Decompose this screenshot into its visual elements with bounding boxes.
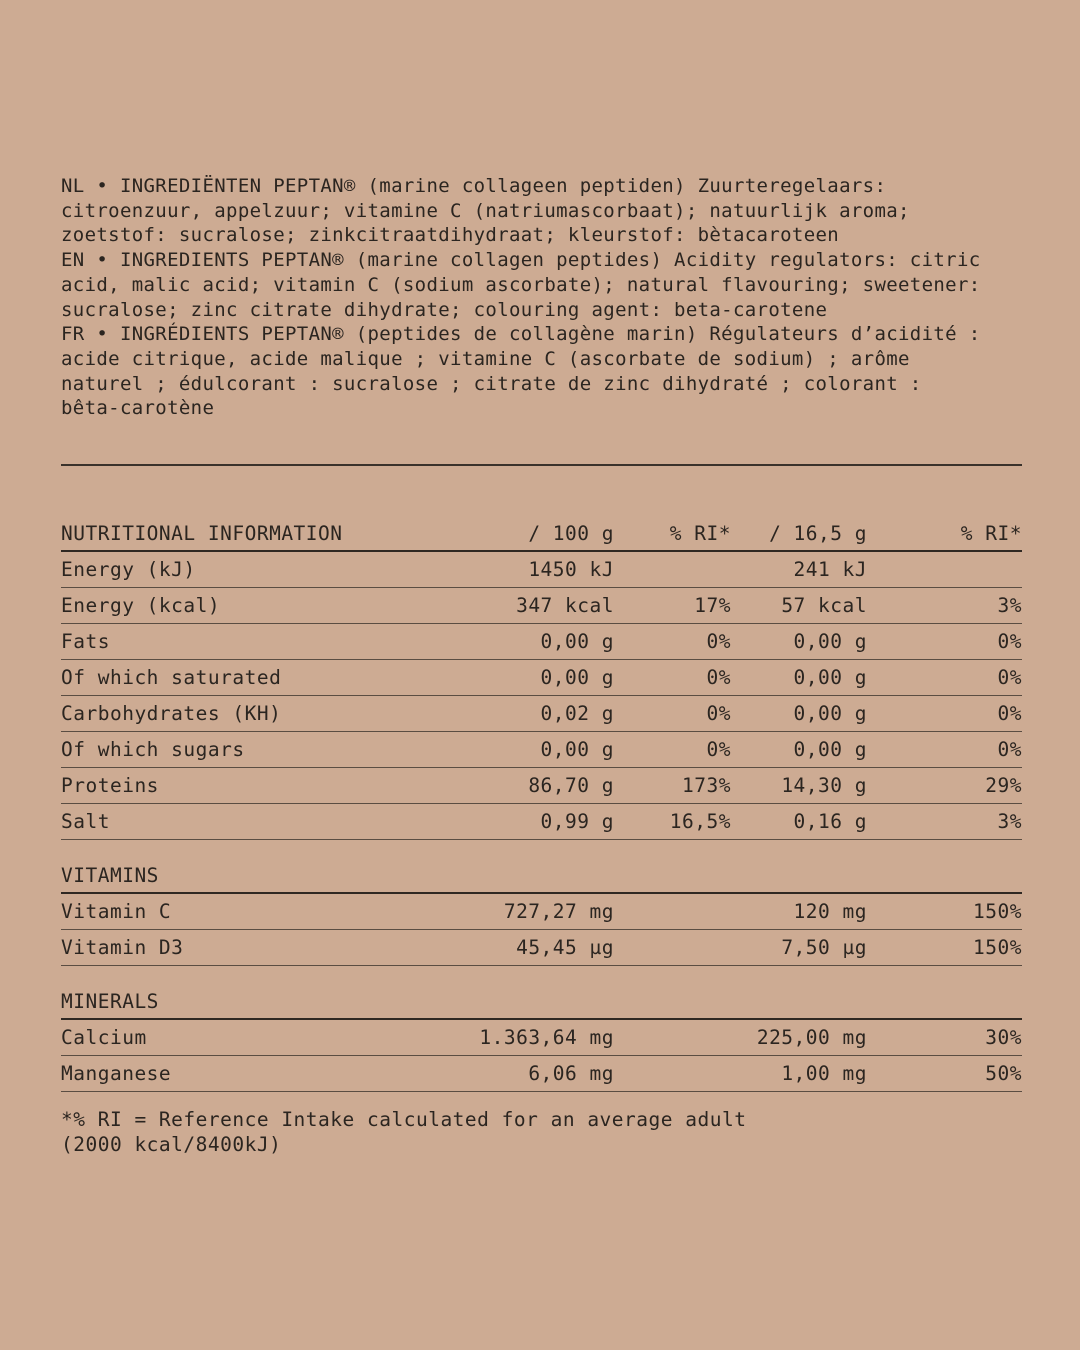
ingredients-fr: FR • INGRÉDIENTS PEPTAN® (peptides de collagène marin) Régulateurs d’acidité : acide citrique, acide malique ; vitamine C (ascorbate de sodium) ; arôme naturel ; édulcorant : sucralose ; citrate de zinc dihydraté ; colorant : bêta-carotène: [61, 323, 981, 420]
ri-per-serving: 150%: [973, 900, 1022, 923]
vitamins-title: [61, 858, 1022, 894]
value-per100: 0,00 g: [540, 666, 614, 689]
value-per-serving: 7,50 µg: [781, 936, 867, 959]
nutrient-name: Energy (kJ): [61, 558, 196, 581]
vitamins-title-text: VITAMINS: [61, 864, 159, 887]
nutrition-table: [61, 516, 1022, 1157]
value-per100: 86,70 g: [528, 774, 614, 797]
ri-per100: 17%: [694, 594, 731, 617]
value-per100: 0,99 g: [540, 810, 614, 833]
nutrient-name: Proteins: [61, 774, 159, 797]
table-row: [61, 804, 1022, 840]
nutrient-name: Carbohydrates (KH): [61, 702, 282, 725]
ri-per-serving: 150%: [973, 936, 1022, 959]
label-page: [61, 174, 1022, 1156]
nutrient-name: Manganese: [61, 1062, 172, 1085]
nutrient-name: Energy (kcal): [61, 594, 221, 617]
table-row: [61, 894, 1022, 930]
ingredients-block: [61, 174, 1022, 421]
table-row: [61, 696, 1022, 732]
minerals-title: [61, 984, 1022, 1020]
table-row: [61, 624, 1022, 660]
nutrient-name: Of which sugars: [61, 738, 245, 761]
nutrient-name: Vitamin D3: [61, 936, 184, 959]
table-row: [61, 552, 1022, 588]
ingredients-nl: NL • INGREDIËNTEN PEPTAN® (marine collageen peptiden) Zuurteregelaars: citroenzuur, appelzuur; vitamine C (natriumascorbaat); natuurlijk aroma; zoetstof: sucralose; zinkcitraatdihydraat; kleurstof: bètacaroteen: [61, 175, 910, 247]
nutrient-name: Vitamin C: [61, 900, 172, 923]
value-per-serving: 0,00 g: [793, 630, 867, 653]
nutrition-header-row: [61, 516, 1022, 552]
ri-per-serving: 0%: [997, 702, 1022, 725]
value-per-serving: 0,16 g: [793, 810, 867, 833]
table-row: [61, 930, 1022, 966]
ri-per-serving: 3%: [997, 594, 1022, 617]
minerals-title-text: MINERALS: [61, 990, 159, 1013]
value-per100: 727,27 mg: [503, 900, 614, 923]
ri-per100: 173%: [682, 774, 731, 797]
nutrient-name: Calcium: [61, 1026, 147, 1049]
value-per-serving: 1,00 mg: [781, 1062, 867, 1085]
header-per-serving: / 16,5 g: [769, 522, 867, 545]
table-row: [61, 732, 1022, 768]
nutrient-name: Salt: [61, 810, 110, 833]
value-per-serving: 241 kJ: [793, 558, 867, 581]
table-row: [61, 768, 1022, 804]
value-per-serving: 120 mg: [793, 900, 867, 923]
ri-per100: 0%: [706, 702, 731, 725]
ingredients-en: EN • INGREDIENTS PEPTAN® (marine collagen peptides) Acidity regulators: citric acid, malic acid; vitamin C (sodium ascorbate); natural flavouring; sweetener: sucralose; zinc citrate dihydrate; colouring agent: beta-carotene: [61, 249, 981, 321]
value-per100: 6,06 mg: [528, 1062, 614, 1085]
header-ri100: % RI*: [669, 522, 731, 545]
header-name: NUTRITIONAL INFORMATION: [61, 522, 343, 545]
value-per-serving: 0,00 g: [793, 666, 867, 689]
table-row: [61, 660, 1022, 696]
header-per100: / 100 g: [528, 522, 614, 545]
ri-per-serving: 29%: [985, 774, 1022, 797]
value-per-serving: 0,00 g: [793, 738, 867, 761]
ri-per100: 0%: [706, 738, 731, 761]
table-row: [61, 588, 1022, 624]
value-per100: 1.363,64 mg: [479, 1026, 614, 1049]
value-per100: 45,45 µg: [516, 936, 614, 959]
ri-per-serving: 0%: [997, 666, 1022, 689]
ri-footnote: *% RI = Reference Intake calculated for an average adult (2000 kcal/8400kJ): [61, 1108, 747, 1156]
ri-per100: 0%: [706, 666, 731, 689]
header-ri-serving: % RI*: [960, 522, 1022, 545]
ri-per-serving: 0%: [997, 630, 1022, 653]
ri-per-serving: 50%: [985, 1062, 1022, 1085]
ri-per-serving: 3%: [997, 810, 1022, 833]
ri-per100: 0%: [706, 630, 731, 653]
table-row: [61, 1020, 1022, 1056]
ri-per100: 16,5%: [669, 810, 731, 833]
value-per-serving: 57 kcal: [781, 594, 867, 617]
table-row: [61, 1056, 1022, 1092]
nutrient-name: Fats: [61, 630, 110, 653]
value-per-serving: 14,30 g: [781, 774, 867, 797]
value-per100: 0,00 g: [540, 630, 614, 653]
value-per100: 1450 kJ: [528, 558, 614, 581]
ri-per-serving: 0%: [997, 738, 1022, 761]
ri-per-serving: 30%: [985, 1026, 1022, 1049]
section-divider: [61, 464, 1022, 466]
value-per100: 0,02 g: [540, 702, 614, 725]
value-per-serving: 225,00 mg: [756, 1026, 867, 1049]
value-per-serving: 0,00 g: [793, 702, 867, 725]
nutrient-name: Of which saturated: [61, 666, 282, 689]
value-per100: 347 kcal: [516, 594, 614, 617]
value-per100: 0,00 g: [540, 738, 614, 761]
